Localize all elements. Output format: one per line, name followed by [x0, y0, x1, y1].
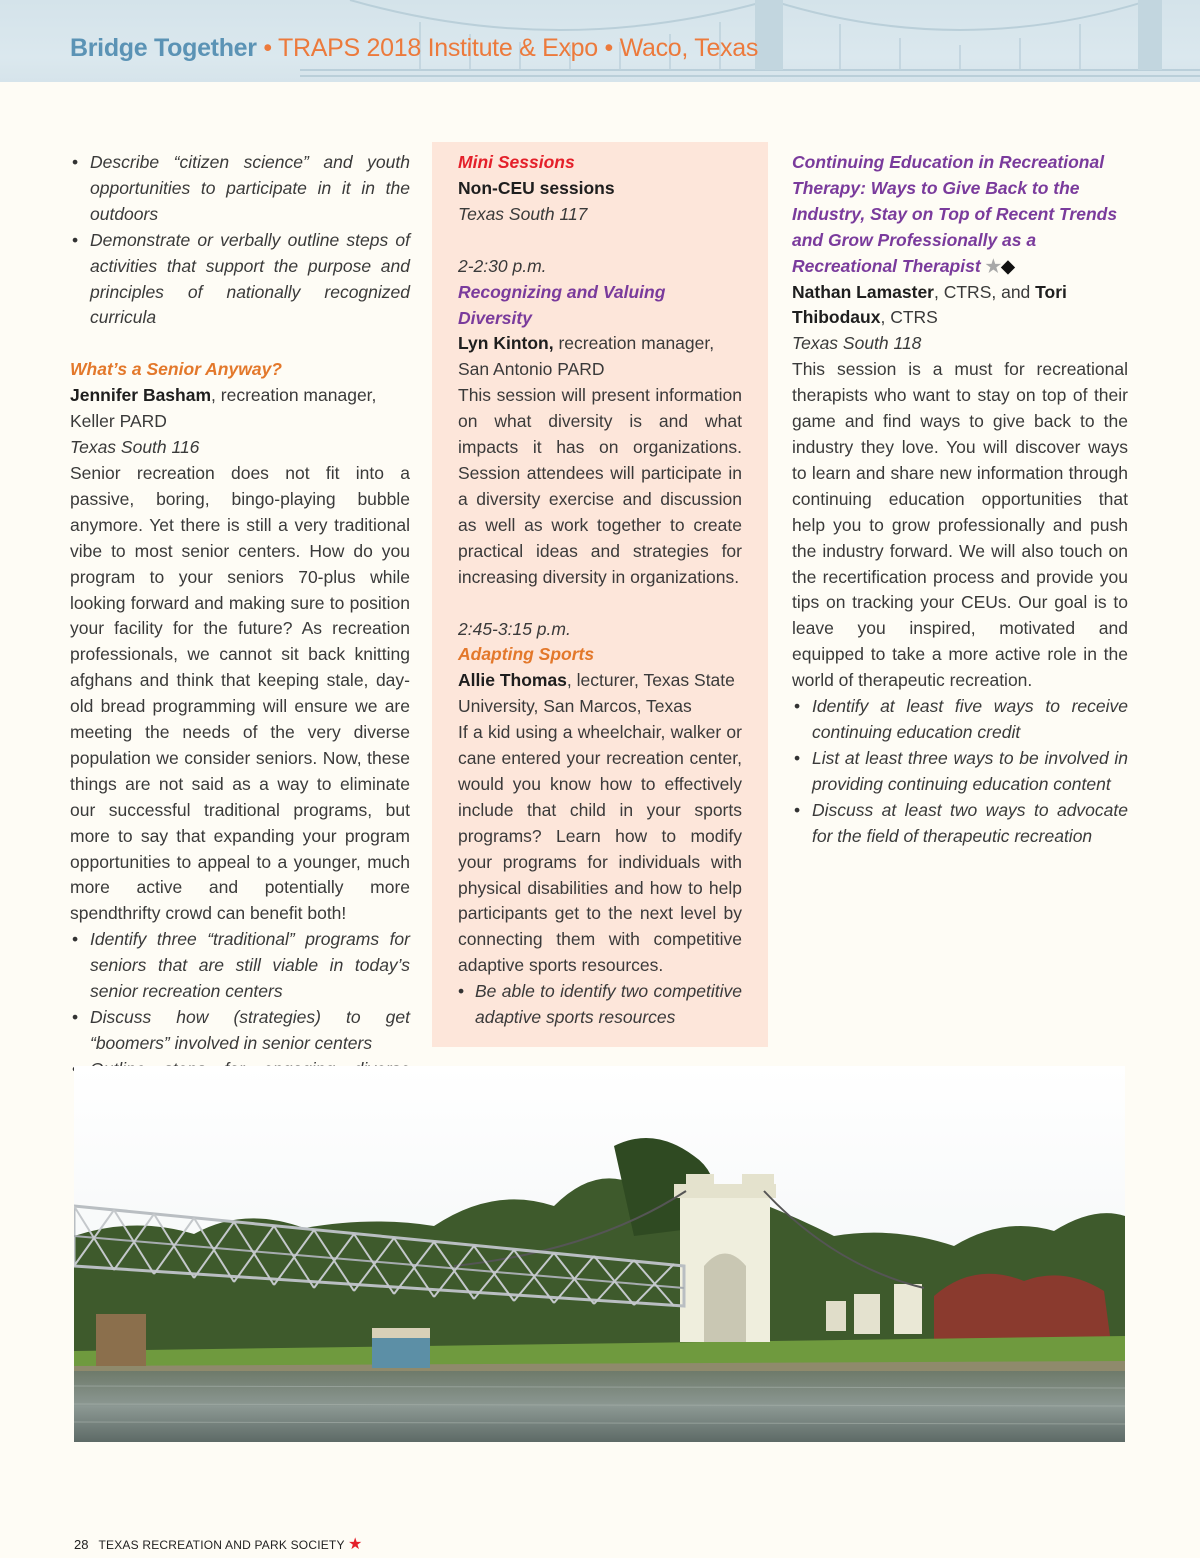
- header-event: TRAPS 2018 Institute & Expo: [278, 34, 598, 62]
- presenter: [458, 331, 742, 383]
- list-item: • Discuss at least two ways to advocate for the field of therapeutic recreation: [792, 798, 1128, 850]
- mini-sessions-subtitle: Non-CEU sessions: [458, 177, 615, 198]
- session-title: [792, 150, 1128, 280]
- header-brand: Bridge Together: [70, 34, 257, 62]
- session-description: This session will present information on what diversity is and what impacts it has on organizations. Session attendees will participate in a diversity exercise and discussion as well as work together to create practical ideas and strategies for increasing diversity in organizations.: [458, 385, 742, 587]
- session-title: What’s a Senior Anyway?: [70, 359, 282, 380]
- mini-sessions-title: Mini Sessions: [458, 152, 575, 172]
- presenter-name: Nathan Lamaster: [792, 281, 934, 302]
- diamond-icon: ◆: [1001, 255, 1015, 276]
- presenter-role: , lecturer, Texas State University, San Marcos, Texas: [458, 670, 735, 717]
- presenter-name: Lyn Kinton,: [458, 333, 554, 354]
- presenter: [458, 668, 742, 720]
- list-item: • Be able to identify two competitive adaptive sports resources: [458, 979, 742, 1031]
- objectives-list: [792, 694, 1128, 849]
- column-3: [792, 150, 1128, 849]
- session-title: Adapting Sports: [458, 644, 595, 665]
- presenter-role: , recreation manager, Keller PARD: [70, 385, 377, 432]
- session-room: Texas South 117: [458, 203, 588, 224]
- presenter-role: recreation manager, San Antonio PARD: [458, 333, 715, 380]
- star-icon: ★: [348, 1536, 363, 1553]
- footer-organization: TEXAS RECREATION AND PARK SOCIETY: [98, 1538, 345, 1552]
- session-description: Senior recreation does not fit into a passive, boring, bingo-playing bubble anymore. Yet there is still a very traditional vibe to most senior centers. How do you program to your seniors 70-plus while looking forward and making sure to position your facility for the future? As recreation professionals, we cannot sit back knitting afghans and think that keeping stale, day-old bread programming will ensure we are meeting the needs of the very diverse population we consider seniors. Now, these things are not said as a way to eliminate our successful traditional programs, but more to say that expanding your program opportunities to appeal to a younger, much more active and potentially more spendthrifty crowd can benefit both!: [70, 462, 410, 924]
- header-title: [70, 34, 758, 63]
- mini-sessions-box: [432, 142, 768, 1047]
- header-separator-2: •: [597, 34, 620, 62]
- list-item: • Demonstrate or verbally outline steps of activities that support the purpose and principles of nationally recognized curricula: [70, 228, 410, 332]
- session-time: 2:45-3:15 p.m.: [458, 618, 571, 639]
- session-time: 2-2:30 p.m.: [458, 255, 547, 276]
- presenter-name-2: Tori Thibodaux: [792, 281, 1067, 328]
- bridge-photo: [74, 1066, 1125, 1442]
- list-item: • Identify three “traditional” programs for seniors that are still viable in today’s senior recreation centers: [70, 927, 410, 1005]
- objectives-list: [458, 979, 742, 1031]
- session-description: If a kid using a wheelchair, walker or cane entered your recreation center, would you know how to effectively include that child in your sports programs? Learn how to modify your programs for individuals with physical disabilities and how to help participants get to the next level by connecting them with competitive adaptive sports resources.: [458, 722, 742, 976]
- list-item: • Identify at least five ways to receive continuing education credit: [792, 694, 1128, 746]
- session-room: Texas South 118: [792, 333, 922, 354]
- header-location: Waco, Texas: [619, 34, 759, 62]
- presenter: [792, 280, 1128, 332]
- session-room: Texas South 116: [70, 437, 200, 458]
- list-item: • List at least three ways to be involved in providing continuing education content: [792, 746, 1128, 798]
- list-item: • Discuss how (strategies) to get “boomers” involved in senior centers: [70, 1005, 410, 1057]
- presenter-name: Allie Thomas: [458, 670, 567, 691]
- presenter: [70, 383, 410, 435]
- star-icon: ★: [985, 255, 1002, 276]
- session-title: Recognizing and Valuing Diversity: [458, 281, 666, 328]
- presenter-role-2: , CTRS: [880, 307, 938, 328]
- column-1: [70, 150, 410, 1135]
- bridge-photo-illustration: [74, 1066, 1125, 1442]
- list-item: • Describe “citizen science” and youth opportunities to participate in it in the outdoors: [70, 150, 410, 228]
- page-number: 28: [74, 1537, 89, 1552]
- presenter-name: Jennifer Basham: [70, 385, 212, 406]
- header-separator: •: [256, 34, 279, 62]
- session-description: This session is a must for recreational therapists who want to stay on top of their game and find ways to give back to the industry they love. You will discover ways to learn and share new information through continuing education opportunities that help you to grow professionally and push the industry forward. We will also touch on the recertification process and provide you tips on tracking your CEUs. Our goal is to leave you inspired, motivated and equipped to take a more active role in the world of therapeutic recreation.: [792, 359, 1128, 691]
- page-footer: [74, 1534, 362, 1554]
- page-header: [0, 0, 1200, 82]
- intro-bullet-list: [70, 150, 410, 331]
- presenter-role: , CTRS, and: [934, 281, 1036, 302]
- session-title-text: Continuing Education in Recreational Therapy: Ways to Give Back to the Industry, Stay on Top of Recent Trends and Grow Professionally as a Recreational Therapist: [792, 152, 1118, 276]
